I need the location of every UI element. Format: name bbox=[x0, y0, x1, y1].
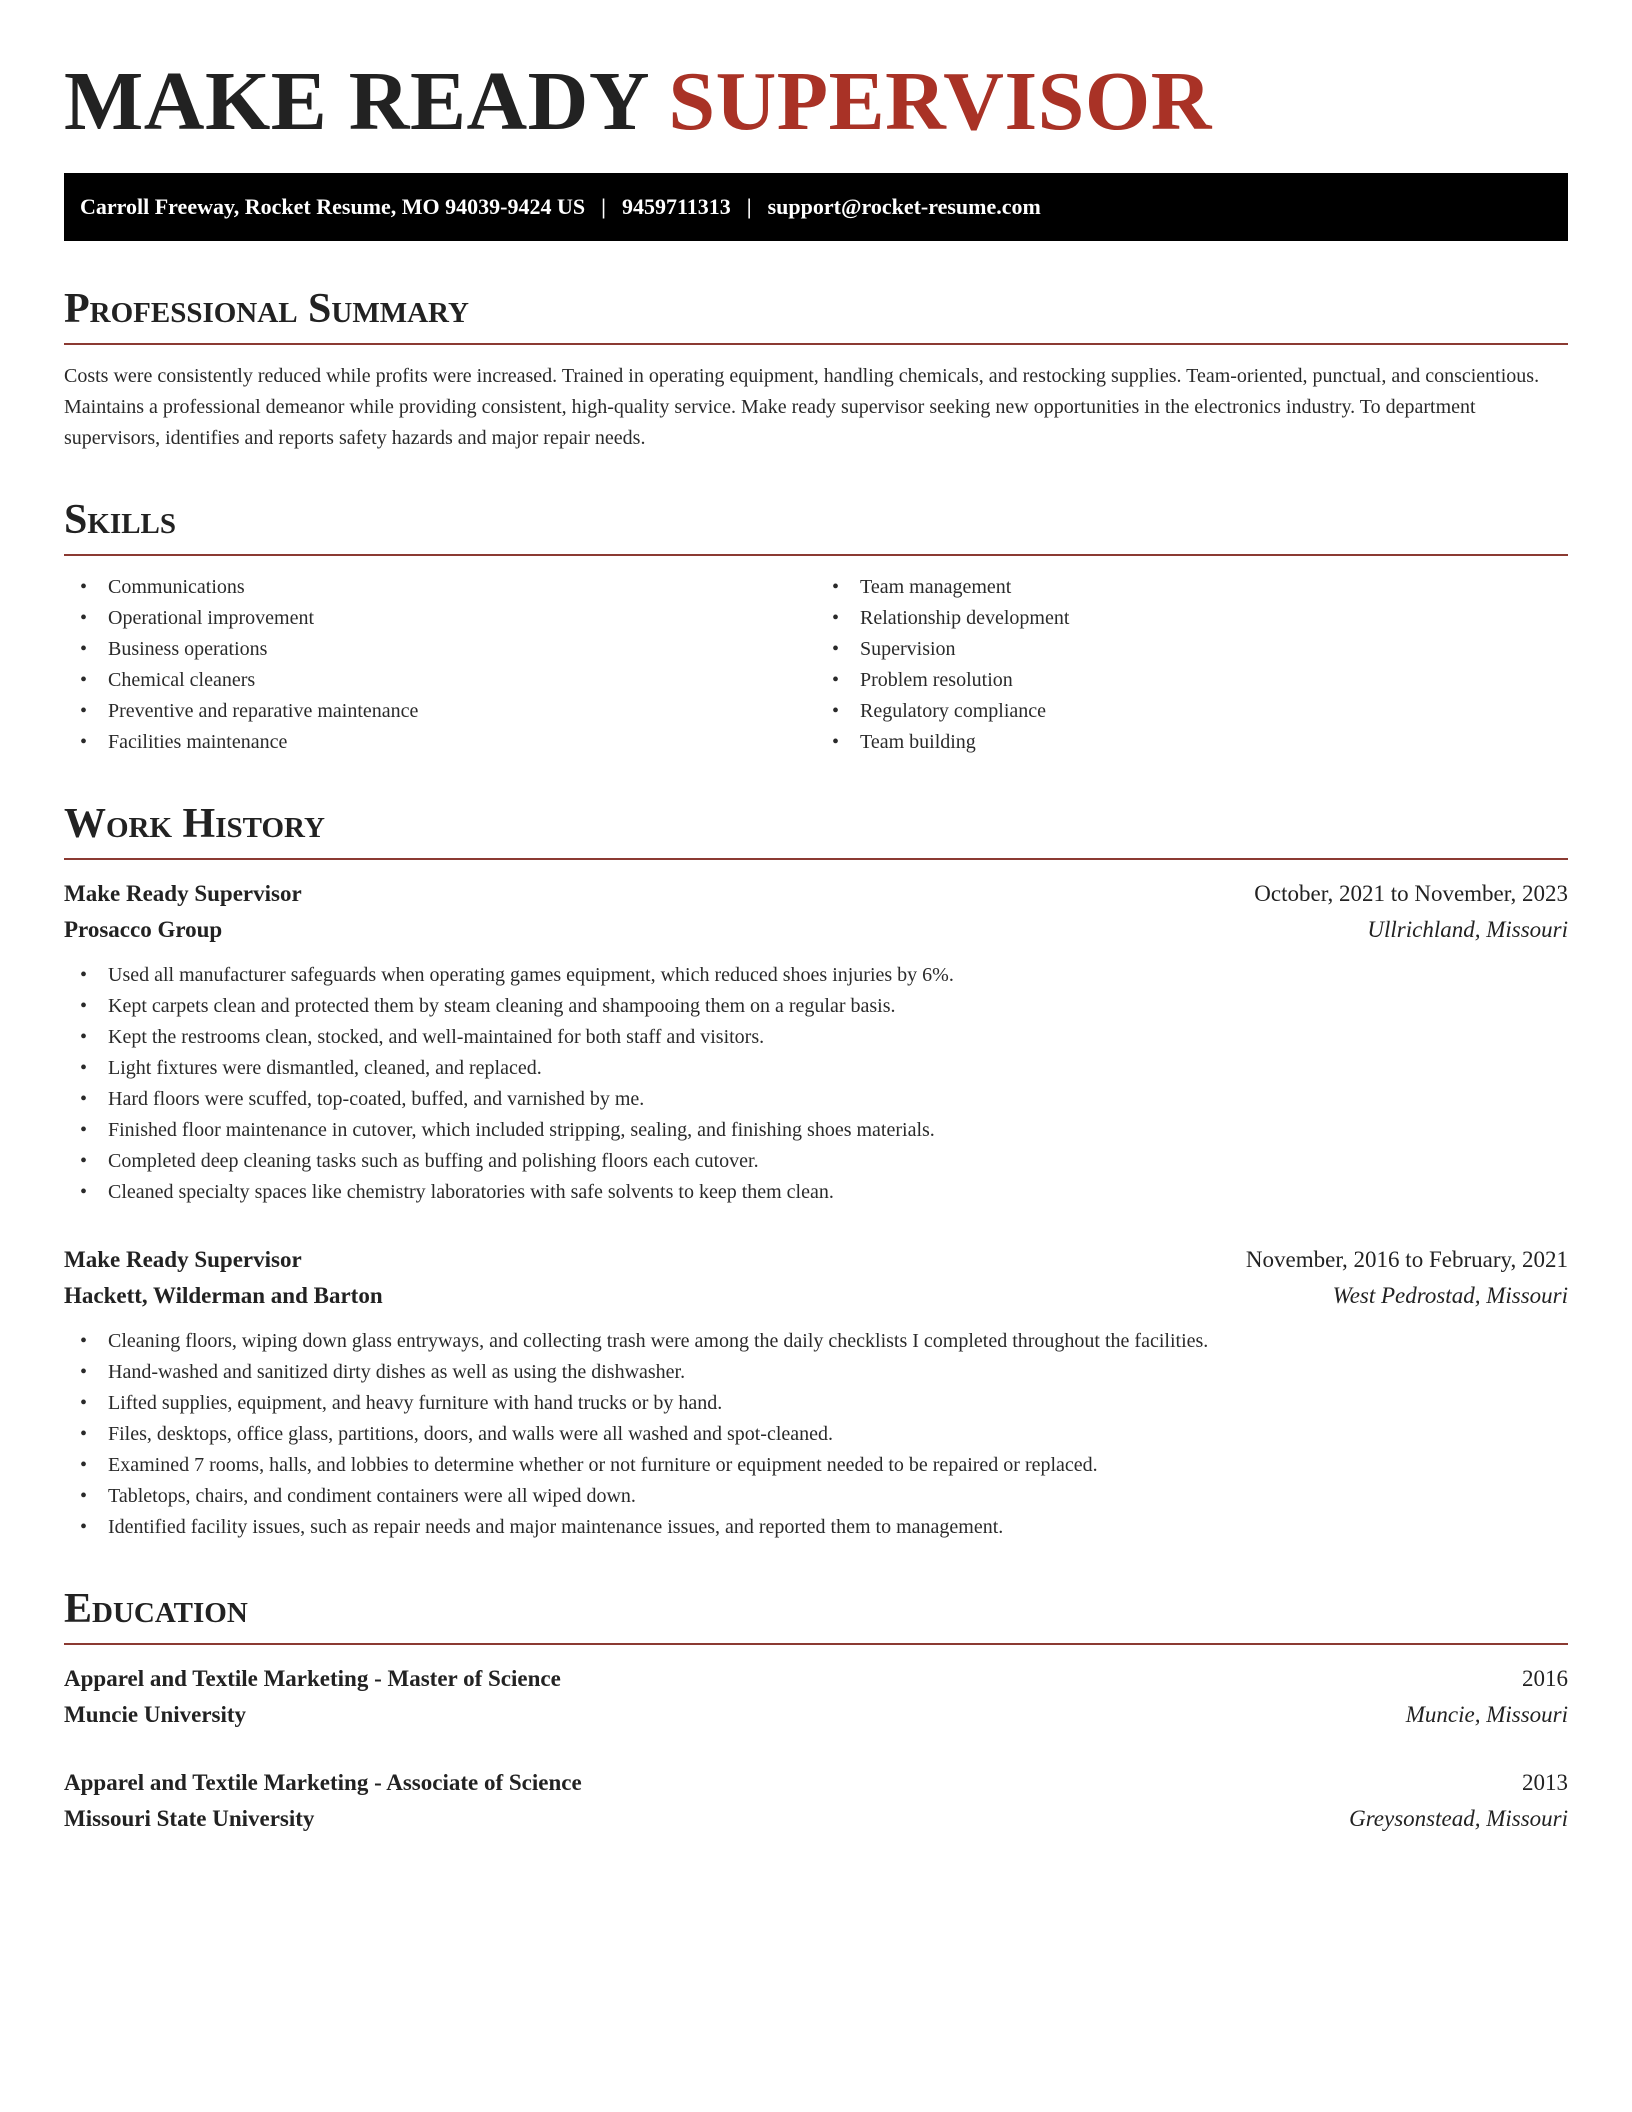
job-bullet: • Kept carpets clean and protected them by steam cleaning and shampooing them on a regular basis. bbox=[64, 991, 1568, 1022]
job-bullet: • Tabletops, chairs, and condiment containers were all wiped down. bbox=[64, 1481, 1568, 1512]
job-bullets bbox=[64, 960, 1568, 1208]
contact-phone: 9459711313 bbox=[621, 193, 731, 219]
job-company: Hackett, Wilderman and Barton bbox=[64, 1283, 383, 1309]
education-entry bbox=[64, 1765, 1568, 1837]
job-company-row bbox=[64, 912, 1568, 948]
contact-separator: | bbox=[601, 193, 606, 219]
title-accent: SUPERVISOR bbox=[668, 55, 1212, 148]
job-location: Ullrichland, Missouri bbox=[1367, 917, 1568, 943]
skill-item: • Business operations bbox=[64, 634, 816, 665]
contact-separator: | bbox=[746, 193, 752, 219]
summary-text: Costs were consistently reduced while profits were increased. Trained in operating equipment, handling chemicals, and restocking supplies. Team-oriented, punctual, and conscientious. Maintains a professional demeanor while providing consistent, high-quality service. Make ready supervisor seeking new opportunities in the electronics industry. To department supervisors, identifies and reports safety hazards and major repair needs. bbox=[64, 364, 1540, 449]
job-title: Make Ready Supervisor bbox=[64, 881, 302, 907]
job-bullet: • Light fixtures were dismantled, cleaned, and replaced. bbox=[64, 1053, 1568, 1084]
skills-column-left bbox=[64, 572, 816, 758]
job-company: Prosacco Group bbox=[64, 917, 223, 943]
education-heading: Education bbox=[64, 1587, 1568, 1645]
contact-address: Carroll Freeway, Rocket Resume, MO 94039-9424 US bbox=[80, 193, 586, 219]
skills-column-right bbox=[816, 572, 1568, 758]
job-dates: November, 2016 to February, 2021 bbox=[1245, 1247, 1568, 1273]
job-dates: October, 2021 to November, 2023 bbox=[1254, 881, 1568, 907]
education-entry bbox=[64, 1661, 1568, 1733]
job-location: West Pedrostad, Missouri bbox=[1332, 1283, 1568, 1309]
skill-item: • Team building bbox=[816, 727, 1568, 758]
education-degree: Apparel and Textile Marketing - Master of Science bbox=[64, 1666, 561, 1692]
job-bullet: • Kept the restrooms clean, stocked, and well-maintained for both staff and visitors. bbox=[64, 1022, 1568, 1053]
education-school: Missouri State University bbox=[64, 1806, 315, 1832]
education-degree-row bbox=[64, 1765, 1568, 1801]
contact-bar bbox=[64, 173, 1568, 241]
job-bullet: • Examined 7 rooms, halls, and lobbies to determine whether or not furniture or equipment needed to be repaired or replaced. bbox=[64, 1450, 1568, 1481]
education-year: 2016 bbox=[1522, 1666, 1568, 1692]
education-location: Muncie, Missouri bbox=[1405, 1702, 1568, 1728]
job-bullet: • Used all manufacturer safeguards when operating games equipment, which reduced shoes injuries by 6%. bbox=[64, 960, 1568, 991]
job-bullet: • Completed deep cleaning tasks such as buffing and polishing floors each cutover. bbox=[64, 1146, 1568, 1177]
contact-email: support@rocket-resume.com bbox=[767, 193, 1041, 219]
job-entry bbox=[64, 1242, 1568, 1543]
job-bullets bbox=[64, 1326, 1568, 1543]
job-bullet: • Finished floor maintenance in cutover, which included stripping, sealing, and finishing shoes materials. bbox=[64, 1115, 1568, 1146]
skill-item: • Chemical cleaners bbox=[64, 665, 816, 696]
education-location: Greysonstead, Missouri bbox=[1349, 1806, 1568, 1832]
job-bullet: • Hard floors were scuffed, top-coated, buffed, and varnished by me. bbox=[64, 1084, 1568, 1115]
skill-item: • Communications bbox=[64, 572, 816, 603]
education-degree: Apparel and Textile Marketing - Associate of Science bbox=[64, 1770, 582, 1796]
job-bullet: • Hand-washed and sanitized dirty dishes as well as using the dishwasher. bbox=[64, 1357, 1568, 1388]
work-history-heading: Work History bbox=[64, 802, 1568, 860]
job-header-row bbox=[64, 876, 1568, 912]
education-year: 2013 bbox=[1522, 1770, 1568, 1796]
skill-item: • Operational improvement bbox=[64, 603, 816, 634]
skill-item: • Supervision bbox=[816, 634, 1568, 665]
skills-heading: Skills bbox=[64, 498, 1568, 556]
job-header-row bbox=[64, 1242, 1568, 1278]
job-bullet: • Cleaning floors, wiping down glass entryways, and collecting trash were among the daily checklists I completed throughout the facilities. bbox=[64, 1326, 1568, 1357]
job-bullet: • Lifted supplies, equipment, and heavy furniture with hand trucks or by hand. bbox=[64, 1388, 1568, 1419]
skill-item: • Problem resolution bbox=[816, 665, 1568, 696]
job-bullet: • Files, desktops, office glass, partitions, doors, and walls were all washed and spot-cleaned. bbox=[64, 1419, 1568, 1450]
job-bullet: • Cleaned specialty spaces like chemistry laboratories with safe solvents to keep them clean. bbox=[64, 1177, 1568, 1208]
skill-item: • Regulatory compliance bbox=[816, 696, 1568, 727]
skill-item: • Relationship development bbox=[816, 603, 1568, 634]
job-entry bbox=[64, 876, 1568, 1208]
skills-list bbox=[64, 572, 1568, 758]
skill-item: • Team management bbox=[816, 572, 1568, 603]
education-school-row bbox=[64, 1801, 1568, 1837]
job-bullet: • Identified facility issues, such as repair needs and major maintenance issues, and reported them to management. bbox=[64, 1512, 1568, 1543]
page-title bbox=[64, 0, 1568, 153]
title-main: MAKE READY bbox=[64, 55, 647, 148]
job-title: Make Ready Supervisor bbox=[64, 1247, 302, 1273]
summary-heading: Professional Summary bbox=[64, 287, 1568, 345]
skill-item: • Facilities maintenance bbox=[64, 727, 816, 758]
skill-item: • Preventive and reparative maintenance bbox=[64, 696, 816, 727]
education-degree-row bbox=[64, 1661, 1568, 1697]
job-company-row bbox=[64, 1278, 1568, 1314]
education-school-row bbox=[64, 1697, 1568, 1733]
education-school: Muncie University bbox=[64, 1702, 247, 1728]
